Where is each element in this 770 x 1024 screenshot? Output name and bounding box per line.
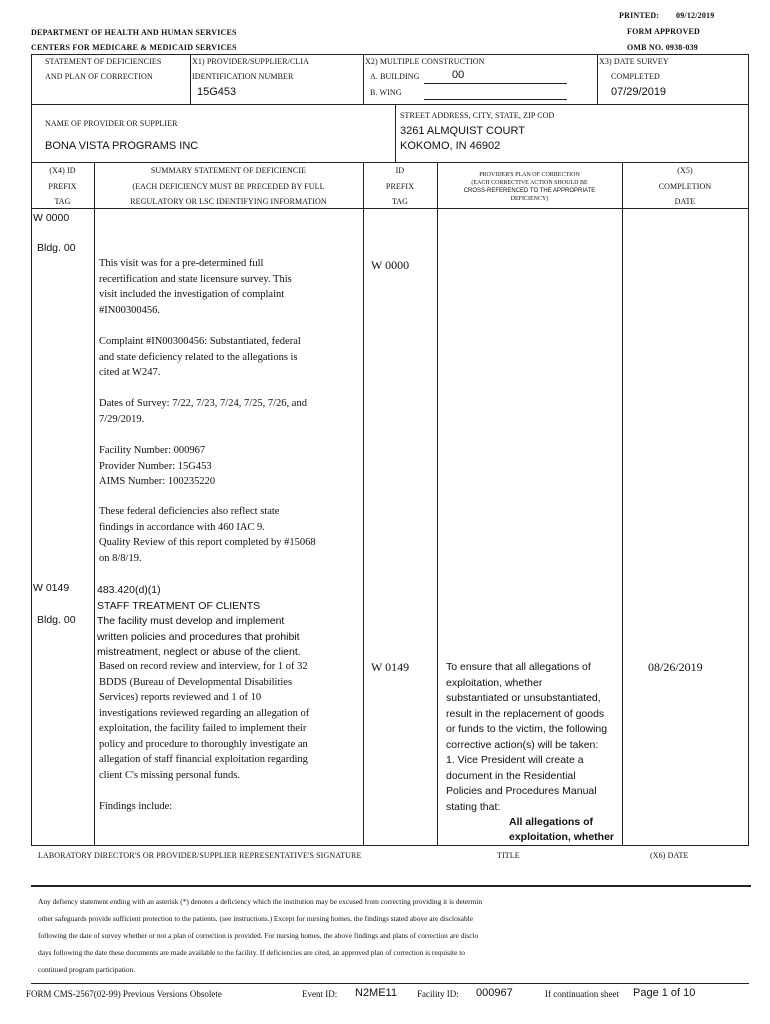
col-id-2: PREFIX xyxy=(385,182,415,191)
form-number: FORM CMS-2567(02-99) Previous Versions Obsolete xyxy=(26,989,222,999)
col-summary-2: (EACH DEFICIENCY MUST BE PRECEDED BY FULL xyxy=(132,182,325,191)
col-x4-1: (X4) ID xyxy=(49,166,76,175)
completion-date: 08/26/2019 xyxy=(648,660,703,674)
printed-label: PRINTED: xyxy=(619,11,660,20)
event-id-label: Event ID: xyxy=(302,989,338,999)
continuation-label: If continuation sheet xyxy=(545,989,619,999)
col-summary-3: REGULATORY OR LSC IDENTIFYING INFORMATION xyxy=(130,197,327,206)
summary-paragraph-1: This visit was for a pre-determined full recertification and state licensure survey. This visit included the investigation of complaint #IN00300456. xyxy=(99,258,292,316)
x3-sublabel: COMPLETED xyxy=(611,72,660,81)
summary-paragraph-2: Complaint #IN00300456: Substantiated, federal and state deficiency related to the allegations is cited at W247. xyxy=(99,336,301,378)
building-value: 00 xyxy=(452,69,465,81)
id-w0149: W 0149 xyxy=(371,660,410,674)
plan-label: AND PLAN OF CORRECTION xyxy=(45,72,153,81)
plan-bold-text: All allegations of exploitation, whether xyxy=(509,815,615,843)
col-x4-3: TAG xyxy=(54,197,71,206)
survey-date: 07/29/2019 xyxy=(611,86,667,98)
tag-w0149: W 0149 xyxy=(33,582,70,594)
omb-number: OMB NO. 0938-039 xyxy=(627,43,698,52)
right-border xyxy=(748,54,749,846)
date-label: (X6) DATE xyxy=(650,851,689,860)
x1-label: X1) PROVIDER/SUPPLIER/CLIA xyxy=(192,57,310,66)
left-border xyxy=(31,54,32,162)
plan-bold-line-1 xyxy=(509,799,622,846)
col-id-1: ID xyxy=(395,166,405,175)
address-label: STREET ADDRESS, CITY, STATE, ZIP COD xyxy=(400,111,555,120)
col-x5-3: DATE xyxy=(674,197,696,206)
summary-paragraph-5: These federal deficiencies also reflect state findings in accordance with 460 IAC 9. Quality Review of this report completed by #15068 on 8/8/19. xyxy=(99,506,316,564)
printed-date: 09/12/2019 xyxy=(676,11,715,20)
provider-name: BONA VISTA PROGRAMS INC xyxy=(45,140,199,152)
footnote: Any defiency statement ending with an asterisk (*) denotes a deficiency which the institution may be excused from correcting providing it is determin other safeguards provide sufficient protection to the patients. (see instructions.) Except for nursing homes, the findings stated above are disclosable following the date of survey whether or not a plan of correction is provided. For nursing homes, the above findings and plans of correction are disclo days following the date these documents are made available to the facility. If deficiencies are cited, an approved plan of correction is requisite to continued program participation. xyxy=(38,897,483,974)
regulation-heading: 483.420(d)(1) STAFF TREATMENT OF CLIENTS The facility must develop and implement written policies and procedures that prohibit mistreatment, neglect or abuse of the client. xyxy=(97,584,301,658)
col-plan-2: (EACH CORRECTIVE ACTION SHOULD BE xyxy=(471,180,588,186)
col-id-3: TAG xyxy=(391,197,409,206)
provider-name-label: NAME OF PROVIDER OR SUPPLIER xyxy=(45,119,178,128)
col-plan-3: CROSS-REFERENCED TO THE APPROPRIATE xyxy=(463,188,596,194)
col-summary-1: SUMMARY STATEMENT OF DEFICIENCIE xyxy=(150,166,307,175)
col-x5-1: (X5) xyxy=(677,166,693,175)
tag-w0000: W 0000 xyxy=(33,212,70,224)
col-plan-1: PROVIDER'S PLAN OF CORRECTION xyxy=(479,172,580,178)
plan-of-correction-text: To ensure that all allegations of exploitation, whether substantiated or unsubstantiated, result in the replacement of goods or funds to the victim, the following corrective action(s) will be taken: 1. Vice President will create a document in the Residential Policies and Procedures Manual stating that: xyxy=(446,661,608,813)
bldg-00: Bldg. 00 xyxy=(37,242,76,254)
signature-label: LABORATORY DIRECTOR'S OR PROVIDER/SUPPLIER REPRESENTATIVE'S SIGNATURE xyxy=(38,851,362,860)
col-plan-4: DEFICIENCY) xyxy=(510,196,549,202)
top-table-border xyxy=(31,54,749,55)
address-line-2: KOKOMO, IN 46902 xyxy=(400,140,501,152)
address-line-1: 3261 ALMQUIST COURT xyxy=(400,125,525,137)
x1-sublabel: IDENTIFICATION NUMBER xyxy=(192,72,294,81)
form-approved: FORM APPROVED xyxy=(627,27,701,36)
statement-label: STATEMENT OF DEFICIENCIES xyxy=(45,57,162,66)
department-name: DEPARTMENT OF HEALTH AND HUMAN SERVICES xyxy=(31,28,237,37)
title-label: TITLE xyxy=(497,851,520,860)
col-x4-2: PREFIX xyxy=(48,182,77,191)
centers-name: CENTERS FOR MEDICARE & MEDICAID SERVICES xyxy=(31,43,237,52)
facility-id: 000967 xyxy=(476,987,513,999)
x2-label: X2) MULTIPLE CONSTRUCTION xyxy=(365,57,485,66)
x3-label: X3) DATE SURVEY xyxy=(599,57,669,66)
summary-paragraph-3: Dates of Survey: 7/22, 7/23, 7/24, 7/25, 7/26, and 7/29/2019. xyxy=(99,398,307,425)
summary-paragraph-7: Findings include: xyxy=(99,801,173,812)
wing-label: B. WING xyxy=(370,88,402,97)
bldg-00: Bldg. 00 xyxy=(37,614,76,626)
id-w0000: W 0000 xyxy=(371,258,410,272)
building-label: A. BUILDING xyxy=(370,72,420,81)
summary-paragraph-4: Facility Number: 000967 Provider Number: 15G453 AIMS Number: 100235220 xyxy=(99,445,216,487)
col-x5-2: COMPLETION xyxy=(658,182,712,191)
provider-id: 15G453 xyxy=(197,86,237,98)
page-number: Page 1 of 10 xyxy=(633,987,696,999)
event-id: N2ME11 xyxy=(355,987,397,999)
summary-paragraph-6: Based on record review and interview, for 1 of 32 BDDS (Bureau of Developmental Disabilities Services) reports reviewed and 1 of 10 investigations reviewed regarding an allegation of exploitation, the facility failed to implement their policy and procedure to thoroughly investigate an allegation of staff financial exploitation regarding client C's missing personal funds. xyxy=(99,661,310,781)
facility-id-label: Facility ID: xyxy=(417,989,459,999)
